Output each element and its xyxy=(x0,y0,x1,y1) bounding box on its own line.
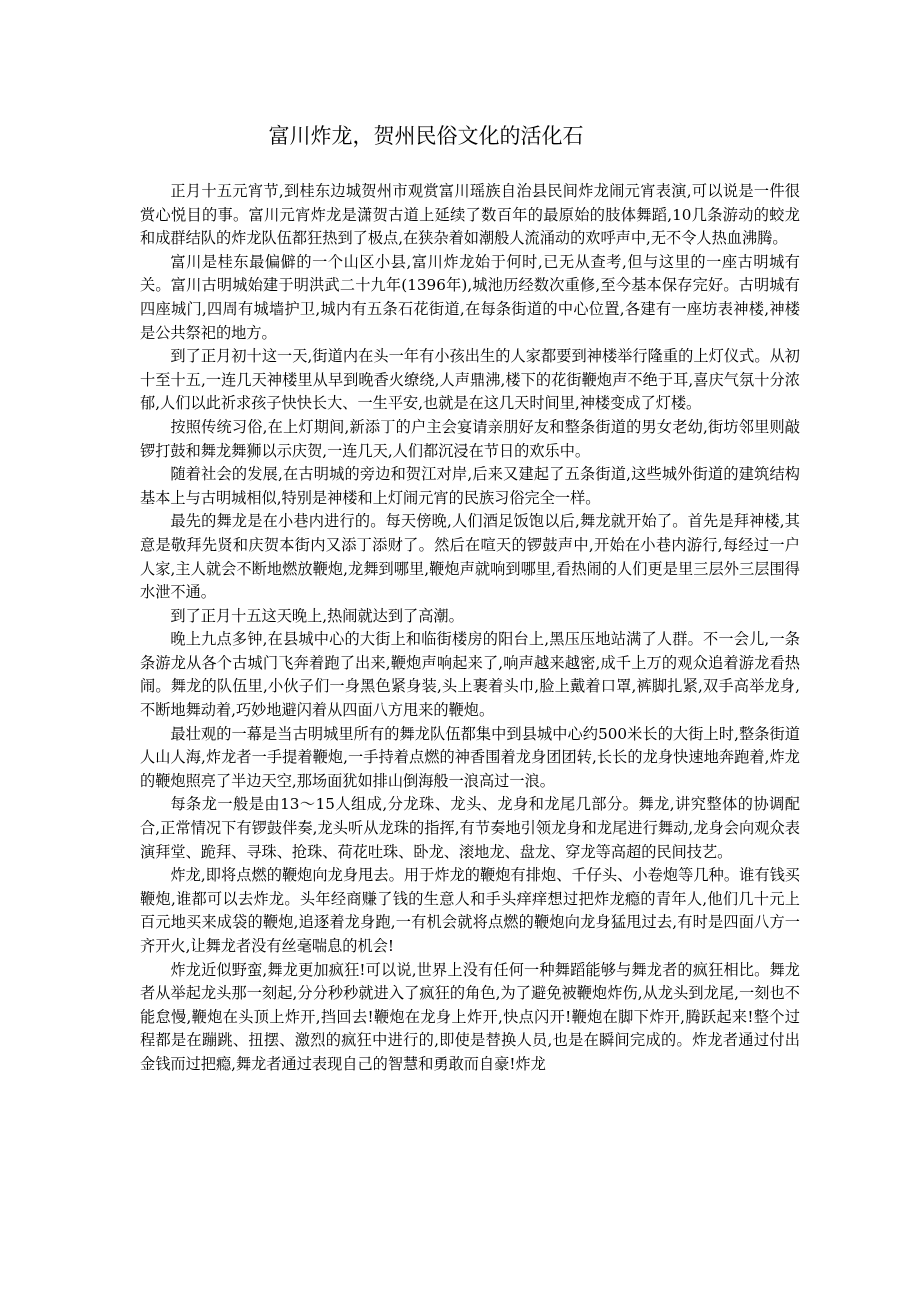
article-body xyxy=(140,180,800,1077)
paragraph-1: 正月十五元宵节,到桂东边城贺州市观赏富川瑶族自治县民间炸龙闹元宵表演,可以说是一件很赏心悦目的事。富川元宵炸龙是潇贺古道上延续了数百年的最原始的肢体舞蹈,10几条游动的蛟龙和成群结队的炸龙队伍都狂热到了极点,在狭杂着如潮般人流涌动的欢呼声中,无不令人热血沸腾。 xyxy=(140,182,800,248)
paragraph-11: 炸龙,即将点燃的鞭炮向龙身甩去。用于炸龙的鞭炮有排炮、千仔头、小卷炮等几种。谁有钱买鞭炮,谁都可以去炸龙。头年经商赚了钱的生意人和手头痒痒想过把炸龙瘾的青年人,他们几十元上百元地买来成袋的鞭炮,追逐着龙身跑,一有机会就将点燃的鞭炮向龙身猛甩过去,有时是四面八方一齐开火,让舞龙者没有丝毫喘息的机会! xyxy=(140,866,800,955)
paragraph-9: 最壮观的一幕是当古明城里所有的舞龙队伍都集中到县城中心约500米长的大街上时,整条街道人山人海,炸龙者一手提着鞭炮,一手持着点燃的神香围着龙身团团转,长长的龙身快速地奔跑着,炸龙的鞭炮照亮了半边天空,那场面犹如排山倒海般一浪高过一浪。 xyxy=(140,724,800,790)
paragraph-7: 到了正月十五这天晚上,热闹就达到了高潮。 xyxy=(170,606,464,625)
paragraph-3: 到了正月初十这一天,街道内在头一年有小孩出生的人家都要到神楼举行隆重的上灯仪式。从初十至十五,一连几天神楼里从早到晚香火缭绕,人声鼎沸,楼下的花街鞭炮声不绝于耳,喜庆气氛十分浓郁,人们以此祈求孩子快快长大、一生平安,也就是在这几天时间里,神楼变成了灯楼。 xyxy=(140,347,800,413)
paragraph-8: 晚上九点多钟,在县城中心的大街上和临街楼房的阳台上,黑压压地站满了人群。不一会儿,一条条游龙从各个古城门飞奔着跑了出来,鞭炮声响起来了,响声越来越密,成千上万的观众追着游龙看热闹。舞龙的队伍里,小伙子们一身黑色紧身装,头上裹着头巾,脸上戴着口罩,裤脚扎紧,双手高举龙身,不断地舞动着,巧妙地避闪着从四面八方甩来的鞭炮。 xyxy=(140,630,800,720)
paragraph-6: 最先的舞龙是在小巷内进行的。每天傍晚,人们酒足饭饱以后,舞龙就开始了。首先是拜神楼,其意是敬拜先贤和庆贺本街内又添丁添财了。然后在喧天的锣鼓声中,开始在小巷内游行,每经过一户人家,主人就会不断地燃放鞭炮,龙舞到哪里,鞭炮声就响到哪里,看热闹的人们更是里三层外三层围得水泄不通。 xyxy=(140,512,800,602)
paragraph-4: 按照传统习俗,在上灯期间,新添丁的户主会宴请亲朋好友和整条街道的男女老幼,街坊邻里则敲锣打鼓和舞龙舞狮以示庆贺,一连几天,人们都沉浸在节日的欢乐中。 xyxy=(140,417,800,460)
paragraph-12: 炸龙近似野蛮,舞龙更加疯狂!可以说,世界上没有任何一种舞蹈能够与舞龙者的疯狂相比。舞龙者从举起龙头那一刻起,分分秒秒就进入了疯狂的角色,为了避免被鞭炮炸伤,从龙头到龙尾,一刻也不能怠慢,鞭炮在头顶上炸开,挡回去!鞭炮在龙身上炸开,快点闪开!鞭炮在脚下炸开,腾跃起来!整个过程都是在蹦跳、扭摆、激烈的疯狂中进行的,即使是替换人员,也是在瞬间完成的。炸龙者通过付出金钱而过把瘾,舞龙者通过表现自己的智慧和勇敢而自豪!炸龙 xyxy=(140,960,800,1073)
paragraph-5: 随着社会的发展,在古明城的旁边和贺江对岸,后来又建起了五条街道,这些城外街道的建筑结构基本上与古明城相似,特别是神楼和上灯闹元宵的民族习俗完全一样。 xyxy=(140,465,800,507)
page-title: 富川炸龙，贺州民俗文化的活化石 xyxy=(268,124,584,148)
paragraph-2: 富川是桂东最偏僻的一个山区小县,富川炸龙始于何时,已无从查考,但与这里的一座古明城有关。富川古明城始建于明洪武二十九年(1396年),城池历经数次重修,至今基本保存完好。古明城有四座城门,四周有城墙护卫,城内有五条石花街道,在每条街道的中心位置,各建有一座坊表神楼,神楼是公共祭祀的地方。 xyxy=(140,252,800,342)
paragraph-10: 每条龙一般是由13～15人组成,分龙珠、龙头、龙身和龙尾几部分。舞龙,讲究整体的协调配合,正常情况下有锣鼓伴奏,龙头听从龙珠的指挥,有节奏地引领龙身和龙尾进行舞动,龙身会向观众表演拜堂、跪拜、寻珠、抢珠、荷花吐珠、卧龙、滚地龙、盘龙、穿龙等高超的民间技艺。 xyxy=(140,795,800,861)
